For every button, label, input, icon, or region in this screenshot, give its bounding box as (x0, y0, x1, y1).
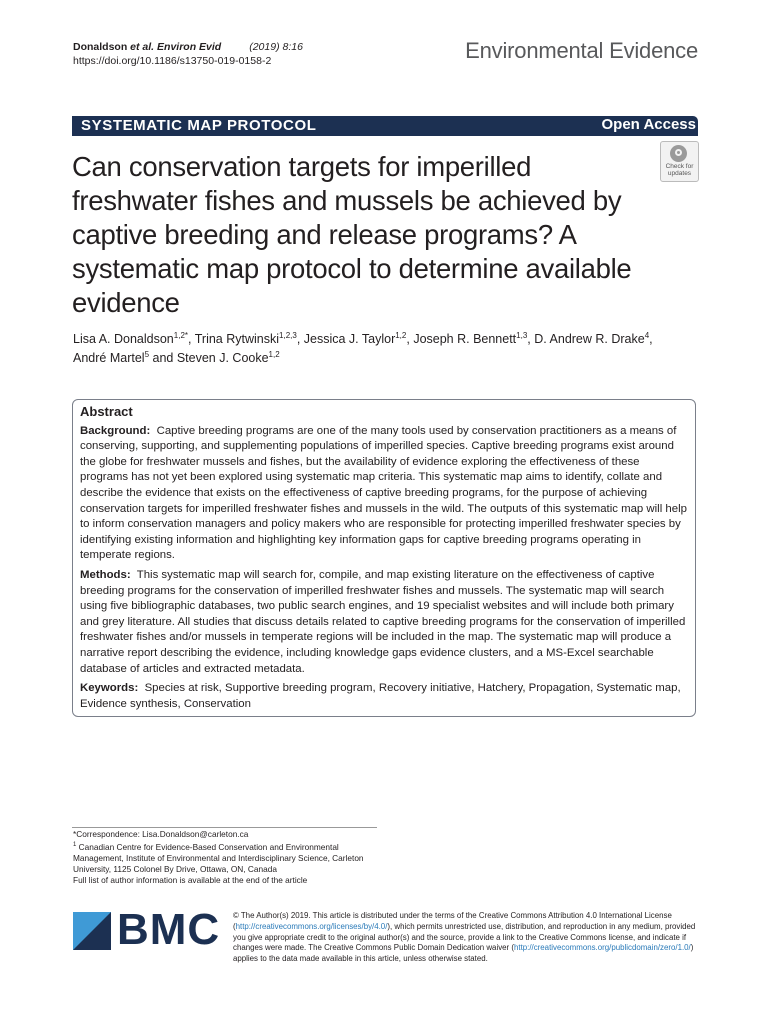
bmc-logo-text: BMC (117, 905, 221, 954)
author-name[interactable]: D. Andrew R. Drake (534, 332, 645, 346)
author-name[interactable]: Joseph R. Bennett (413, 332, 517, 346)
author-list: Lisa A. Donaldson$^{1,2*}$, Trina Rytwinski$^{1,2,3}$, Jessica J. Taylor$^{1,2}$, Joseph R. Bennett$^{1,3}$, D. Andrew R. Drake$^4$, André Martel$^5$ and Steven J. Cooke$^{1,2}$ (73, 330, 653, 365)
cc-by-license-link[interactable]: http://creativecommons.org/licenses/by/4.0/ (235, 921, 388, 931)
bmc-logo (73, 905, 221, 954)
author-affiliation-mark: 1,2 (268, 349, 280, 359)
cc-zero-waiver-link[interactable]: http://creativecommons.org/publicdomain/zero/1.0/ (513, 943, 691, 953)
author-name[interactable]: André Martel (73, 351, 145, 365)
crossmark-icon (670, 145, 687, 162)
badge-line-2: updates (667, 170, 692, 177)
keywords-label: Keywords: (80, 682, 139, 695)
license-text-3: ) applies to the data made available in this article, unless otherwise stated. (233, 943, 694, 964)
correspondence: *Correspondence: Lisa.Donaldson@carleton.ca (73, 829, 249, 839)
cite-journal: Environ Evid (154, 41, 222, 53)
abstract-heading: Abstract (80, 404, 133, 419)
author-affiliation-mark: 1,3 (516, 330, 528, 340)
footnote-divider (72, 827, 377, 828)
citation-line (73, 40, 303, 54)
background-label: Background: (80, 424, 151, 437)
affiliation-text: Canadian Centre for Evidence-Based Conservation and Environmental Management, Institute of Environmental and Interdisciplinary Science, Carleton University, 1125 Colonel By Drive, Ottawa, ON, Canada (73, 841, 364, 874)
methods-label: Methods: (80, 568, 131, 581)
abstract-content (80, 404, 688, 716)
author-affiliation-mark: 1,2 (395, 330, 407, 340)
author-affiliation-mark: 1,2* (173, 330, 188, 340)
author-affiliation-mark: 5 (144, 349, 150, 359)
author-affiliation-mark: 1,2,3 (279, 330, 297, 340)
license-text-2: ), which permits unrestricted use, distribution, and reproduction in any medium, provided you give appropriate credit to the original author(s) and the source, provide a link to the Creative Commons license, and indicate if changes were made. The Creative Commons Public Domain Dedication waiver ( (233, 921, 696, 953)
open-access-label: Open Access (601, 116, 696, 133)
abstract-keywords (80, 681, 688, 712)
badge-line-1: Check for (665, 163, 694, 170)
cite-volume: (2019) 8:16 (249, 41, 303, 53)
bmc-logo-mark-icon (73, 912, 111, 950)
background-text: Captive breeding programs are one of the many tools used by conservation practitioners as a means of conserving, supporting, and supplementing populations of imperilled species. Captive breeding programs exist around the globe for freshwater mussels and fishes, but the availability of evidence exploring the effectiveness of these programs has not yet been explored using systematic map criteria. This systematic map aims to identify, collate and describe the evidence that exists on the effectiveness of captive breeding programs, for the purpose of achieving conservation targets for imperilled freshwater fishes and mussels in the wild. The outputs of this systematic map will help to inform conservation managers and policy makers who are responsible for protecting imperilled freshwater species by identifying existing information and highlighting key information gaps for captive breeding programs operating in temperate regions. (80, 424, 687, 562)
cite-etal: et al. (130, 41, 155, 53)
full-author-info-note: Full list of author information is available at the end of the article (73, 874, 308, 885)
journal-name: Environmental Evidence (465, 38, 698, 63)
citation-block (73, 40, 303, 68)
article-title: Can conservation targets for imperilled freshwater fishes and mussels be achieved by captive breeding and release programs? A systematic map protocol to determine available evidence (72, 151, 632, 318)
article-type-label: SYSTEMATIC MAP PROTOCOL (81, 117, 317, 134)
abstract-background (80, 424, 688, 564)
author-name[interactable]: Steven J. Cooke (176, 351, 269, 365)
affiliation-mark: 1 (73, 842, 77, 848)
license-text-1: © The Author(s) 2019. This article is distributed under the terms of the Creative Commons Attribution 4.0 International License ( (233, 911, 672, 931)
footnotes (73, 829, 383, 886)
badge-text (661, 163, 698, 177)
author-name[interactable]: Trina Rytwinski (194, 332, 280, 346)
cite-author: Donaldson (73, 41, 131, 53)
keywords-text: Species at risk, Supportive breeding program, Recovery initiative, Hatchery, Propagation, Systematic map, Evidence synthesis, Conservation (80, 682, 681, 710)
author-name[interactable]: Jessica J. Taylor (303, 332, 396, 346)
license-statement (233, 911, 698, 965)
abstract-methods (80, 568, 688, 677)
affiliation-note (73, 840, 383, 875)
doi-link[interactable]: https://doi.org/10.1186/s13750-019-0158-2 (73, 55, 272, 67)
methods-text: This systematic map will search for, compile, and map existing literature on the effectiveness of captive breeding programs for the conservation of imperilled freshwater fishes and mussels. The systematic map will search using five bibliographic databases, two public search engines, and 19 specialist websites and will include both primary and grey literature. All studies that discuss details related to captive breeding programs for the conservation of imperilled freshwater fishes and/or mussels in temperate regions will be included in the map. The systematic map will produce a narrative report describing the evidence, including knowledge gaps evidence clusters, and a MS-Excel searchable database of articles and extracted metadata. (80, 568, 686, 675)
check-for-updates-badge[interactable] (660, 141, 699, 182)
author-affiliation-mark: 4 (644, 330, 650, 340)
author-name[interactable]: Lisa A. Donaldson (73, 332, 174, 346)
